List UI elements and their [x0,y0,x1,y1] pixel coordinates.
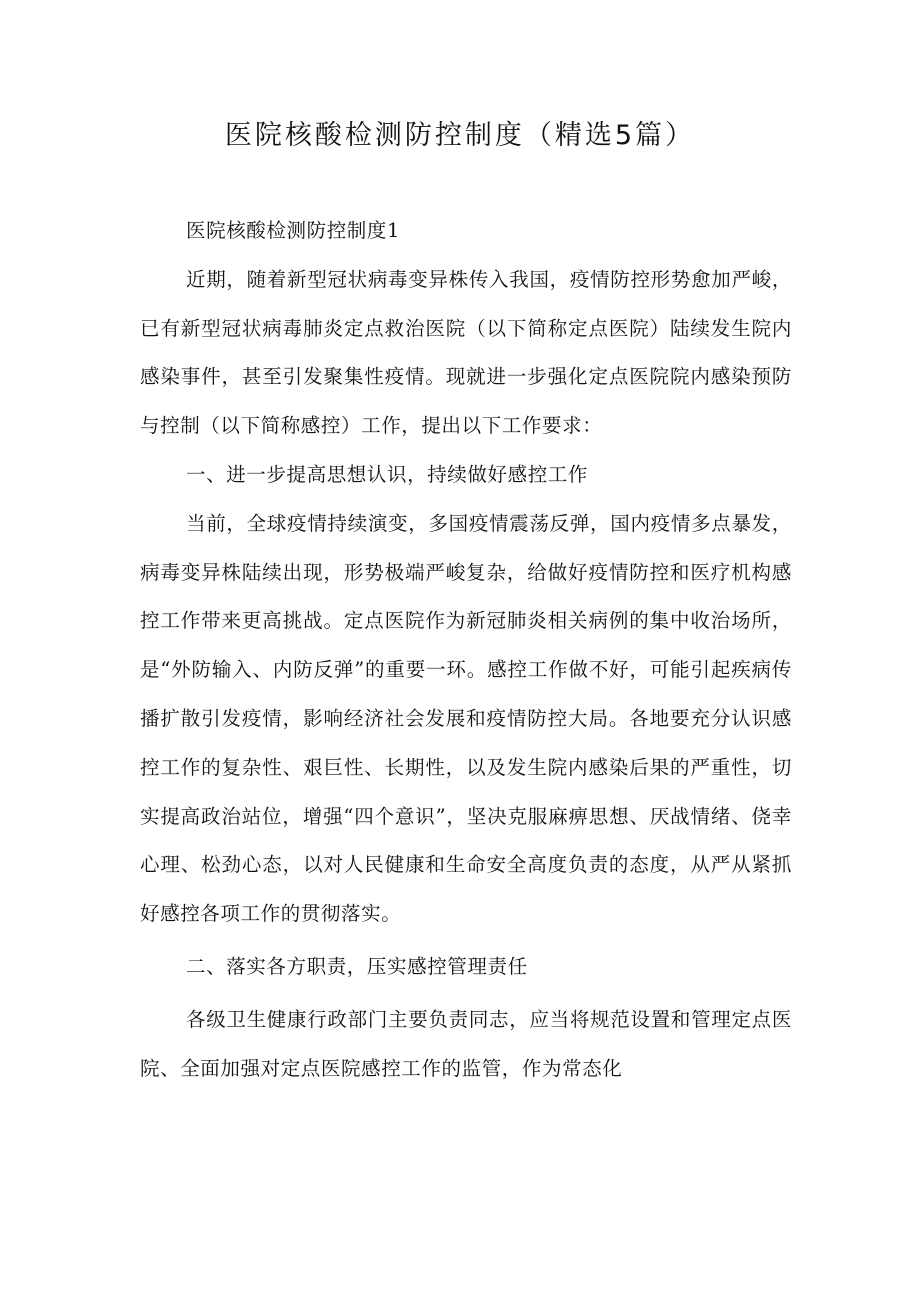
document-title: 医院核酸检测防控制度（精选5篇） [224,120,696,151]
paragraph-1: 当前，全球疫情持续演变，多国疫情震荡反弹，国内疫情多点暴发，病毒变异株陆续出现，形势极端严峻复杂，给做好疫情防控和医疗机构感控工作带来更高挑战。定点医院作为新冠肺炎相关病例的集中收治场所，是“外防输入、内防反弹”的重要一环。感控工作做不好，可能引起疾病传播扩散引发疫情，影响经济社会发展和疫情防控大局。各地要充分认识感控工作的复杂性、艰巨性、长期性，以及发生院内感染后果的严重性，切实提高政治站位，增强“四个意识”，坚决克服麻痹思想、厌战情绪、侥幸心理、松劲心态，以对人民健康和生命安全高度负责的态度，从严从紧抓好感控各项工作的贯彻落实。 [140,511,792,926]
heading-2: 二、落实各方职责，压实感控管理责任 [186,954,528,978]
document-body [140,207,792,1093]
heading-1: 一、进一步提高思想认识，持续做好感控工作 [186,462,589,486]
paragraph-2: 各级卫生健康行政部门主要负责同志，应当将规范设置和管理定点医院、全面加强对定点医院感控工作的监管，作为常态化 [140,1007,792,1080]
paragraph-intro: 近期，随着新型冠状病毒变异株传入我国，疫情防控形势愈加严峻，已有新型冠状病毒肺炎定点救治医院（以下简称定点医院）陆续发生院内感染事件，甚至引发聚集性疫情。现就进一步强化定点医院院内感染预防与控制（以下简称感控）工作，提出以下工作要求： [140,267,792,438]
section-title: 医院核酸检测防控制度1 [186,219,401,242]
